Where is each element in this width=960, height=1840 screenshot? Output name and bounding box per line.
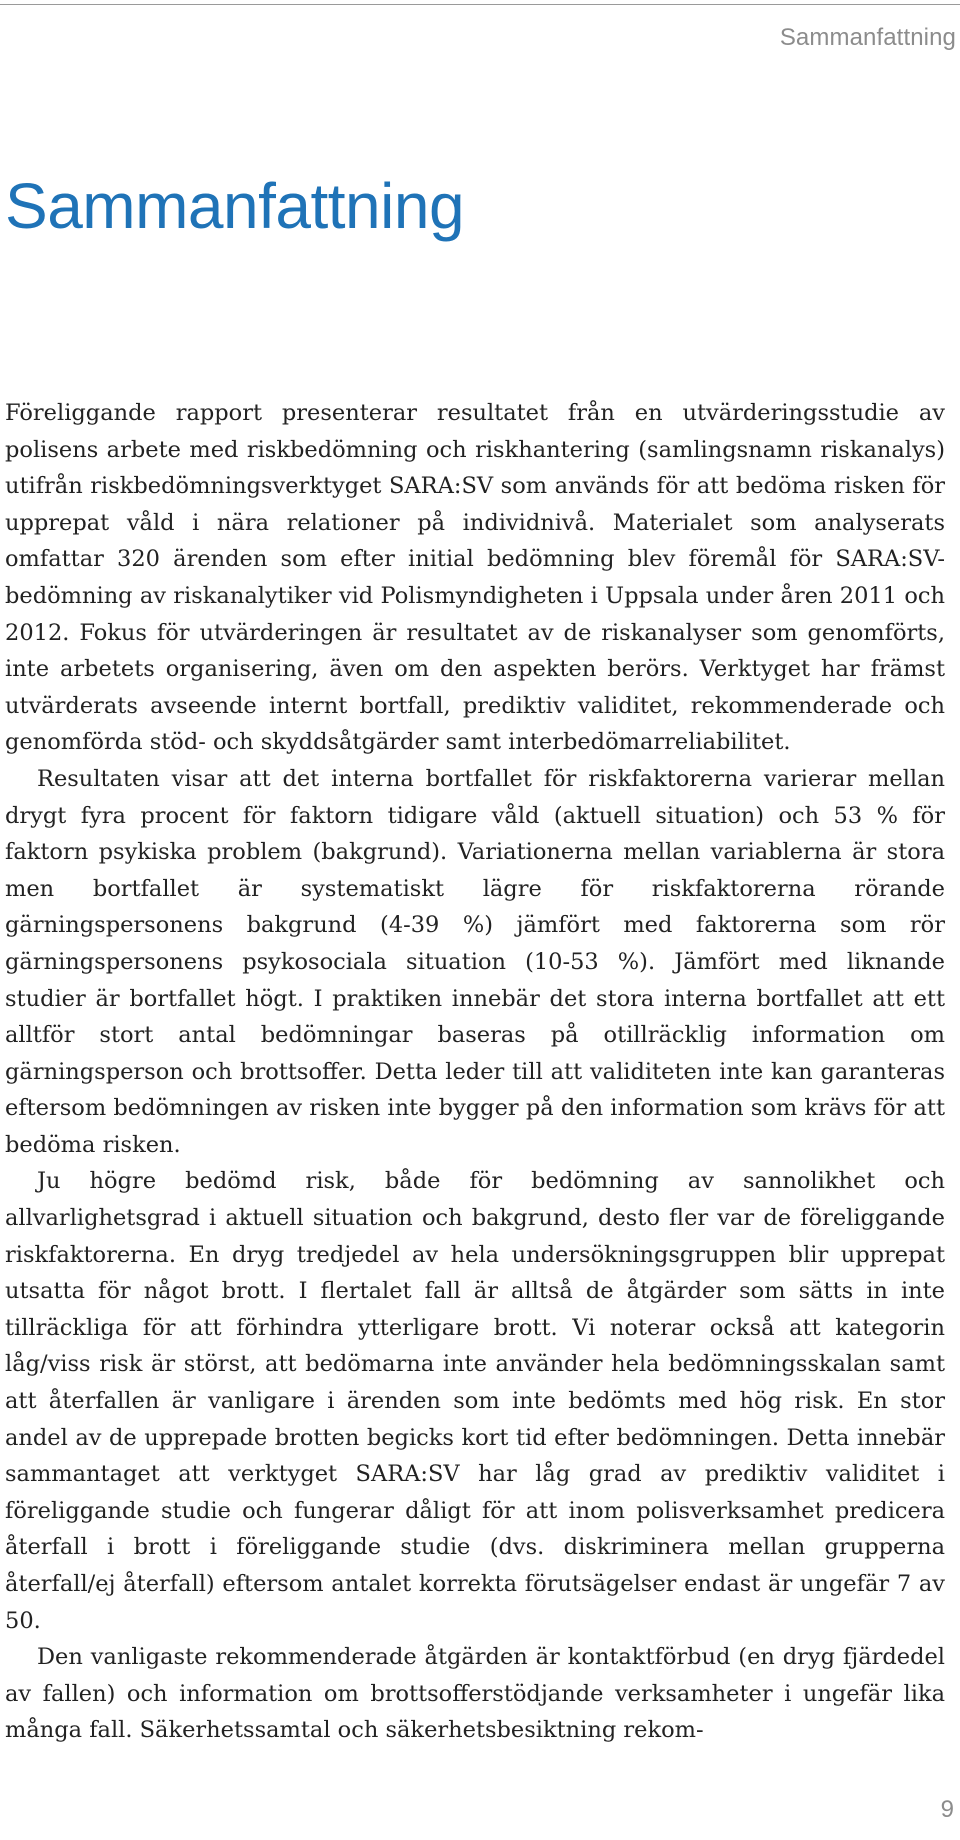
top-rule: [0, 4, 960, 5]
page-number: 9: [940, 1796, 954, 1823]
paragraph-2: Resultaten visar att det interna bortfallet för riskfaktorerna varierar mellan drygt fyra procent för faktorn tidigare våld (aktuell situation) och 53 % för faktorn psykiska problem (bakgrund). Variationerna mellan variablerna är stora men bortfallet är systematiskt lägre för riskfaktorerna rörande gärningspersonens bakgrund (4-39 %) jämfört med faktorerna som rör gärningspersonens psykosociala situation (10-53 %). Jämfört med liknande studier är bortfallet högt. I praktiken innebär det stora interna bortfallet att ett alltför stort antal bedömningar baseras på otillräcklig information om gärningsperson och brottsoffer. Detta leder till att validiteten inte kan garanteras eftersom bedömningen av risken inte bygger på den information som krävs för att bedöma risken.: [5, 765, 945, 1158]
paragraph-1: Föreliggande rapport presenterar resultatet från en utvärderingsstudie av polisens arbete med riskbedömning och riskhantering (samlingsnamn riskanalys) utifrån riskbedömningsverktyget SARA:SV som används för att bedöma risken för upprepat våld i nära relationer på individnivå. Materialet som analyserats omfattar 320 ärenden som efter initial bedömning blev föremål för SARA:SV-bedömning av riskanalytiker vid Polismyndigheten i Uppsala under åren 2011 och 2012. Fokus för utvärderingen är resultatet av de riskanalyser som genomförts, inte arbetets organisering, även om den aspekten berörs. Verktyget har främst utvärderats avseende internt bortfall, prediktiv validitet, rekommenderade och genomförda stöd- och skyddsåtgärder samt interbedömarreliabilitet.: [5, 400, 945, 756]
page-title: Sammanfattning: [5, 170, 465, 242]
body-text: [5, 395, 945, 1749]
paragraph-4: Den vanligaste rekommenderade åtgärden är kontaktförbud (en dryg fjärdedel av fallen) och information om brottsofferstödjande verksamheter i ungefär lika många fall. Säkerhetssamtal och säkerhetsbesiktning rekom-: [5, 1644, 945, 1744]
running-header: Sammanfattning: [779, 24, 956, 51]
paragraph-3: Ju högre bedömd risk, både för bedömning av sannolikhet och allvarlighetsgrad i aktuell situation och bakgrund, desto fler var de föreliggande riskfaktorerna. En dryg tredjedel av hela undersökningsgruppen blir upprepat utsatta för något brott. I flertalet fall är alltså de åtgärder som sätts in inte tillräckliga för att förhindra ytterligare brott. Vi noterar också att kategorin låg/viss risk är störst, att bedömarna inte använder hela bedömningsskalan samt att återfallen är vanligare i ärenden som inte bedömts med hög risk. En stor andel av de upprepade brotten begicks kort tid efter bedömningen. Detta innebär sammantaget att verktyget SARA:SV har låg grad av prediktiv validitet i föreliggande studie och fungerar dåligt för att inom polisverksamhet predicera återfall i brott i föreliggande studie (dvs. diskriminera mellan grupperna återfall/ej återfall) eftersom antalet korrekta förutsägelser endast är ungefär 7 av 50.: [5, 1168, 945, 1634]
